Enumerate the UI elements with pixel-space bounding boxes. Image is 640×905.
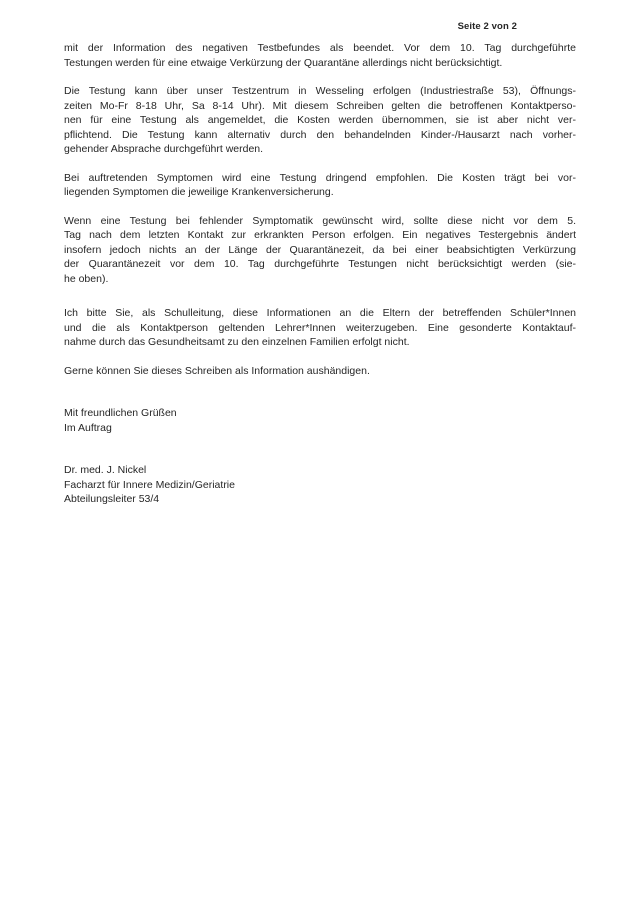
text-line: mit der Information des negativen Testbefundes als beendet. Vor dem 10. Tag durchgeführte bbox=[64, 42, 576, 54]
text-line: Abteilungsleiter 53/4 bbox=[64, 493, 160, 505]
text-line: der Quarantänezeit vor dem 10. Tag durchgeführte Testungen nicht berücksichtigt werden (sie- bbox=[64, 258, 576, 270]
paragraph-school-management-request bbox=[64, 306, 576, 350]
text-line: nahme durch das Gesundheitsamt zu den einzelnen Familien erfolgt nicht. bbox=[64, 336, 410, 348]
paragraph-symptoms-testing bbox=[64, 171, 576, 200]
text-line: nen für eine Testung als angemeldet, die Kosten werden übernommen, sie ist aber nicht ver- bbox=[64, 114, 576, 126]
text-line: liegenden Symptomen die jeweilige Krankenversicherung. bbox=[64, 186, 334, 198]
text-line: pflichtend. Die Testung kann alternativ durch den behandelnden Kinder-/Hausarzt nach vorher- bbox=[64, 128, 576, 141]
signature-block bbox=[64, 463, 576, 507]
text-line: Die Testung kann über unser Testzentrum in Wesseling erfolgen (Industriestraße 53), Öffnungs- bbox=[64, 85, 576, 97]
text-line: insofern jedoch nichts an der Länge der Quarantänezeit, da bei einer beabsichtigten Verkürzung bbox=[64, 243, 576, 256]
text-line: Testungen werden für eine etwaige Verkürzung der Quarantäne allerdings nicht berücksichtigt. bbox=[64, 56, 503, 69]
letter-body bbox=[64, 41, 576, 521]
text-line: Wenn eine Testung bei fehlender Symptomatik gewünscht wird, sollte diese nicht vor dem 5. bbox=[64, 214, 576, 227]
page-number-indicator: Seite 2 von 2 bbox=[457, 21, 517, 32]
paragraph-test-center bbox=[64, 84, 576, 157]
paragraph-quarantine-end bbox=[64, 41, 576, 70]
text-line: und die als Kontaktperson geltenden Lehrer*Innen weiterzugeben. Eine gesonderte Kontaktauf- bbox=[64, 321, 576, 334]
text-line: zeiten Mo-Fr 8-18 Uhr, Sa 8-14 Uhr). Mit diesem Schreiben gelten die betroffenen Kontaktperso- bbox=[64, 99, 576, 112]
paragraph-testing-without-symptoms bbox=[64, 214, 576, 287]
text-line: Dr. med. J. Nickel bbox=[64, 464, 147, 476]
text-line: he oben). bbox=[64, 272, 109, 285]
text-line: Ich bitte Sie, als Schulleitung, diese Informationen an die Eltern der betreffenden Schüler*Innen bbox=[64, 307, 576, 319]
text-line: Facharzt für Innere Medizin/Geriatrie bbox=[64, 478, 235, 491]
text-line: Bei auftretenden Symptomen wird eine Testung dringend empfohlen. Die Kosten trägt bei vor- bbox=[64, 171, 576, 184]
text-line: Tag nach dem letzten Kontakt zur erkrankten Person erfolgen. Ein negatives Testergebnis ändert bbox=[64, 229, 576, 241]
text-line: Mit freundlichen Grüßen bbox=[64, 407, 177, 419]
text-line: Gerne können Sie dieses Schreiben als Information aushändigen. bbox=[64, 364, 370, 377]
text-line: Im Auftrag bbox=[64, 421, 112, 434]
text-line: gehender Absprache durchgeführt werden. bbox=[64, 143, 264, 155]
closing-greeting bbox=[64, 406, 576, 435]
paragraph-handout-note bbox=[64, 364, 576, 379]
